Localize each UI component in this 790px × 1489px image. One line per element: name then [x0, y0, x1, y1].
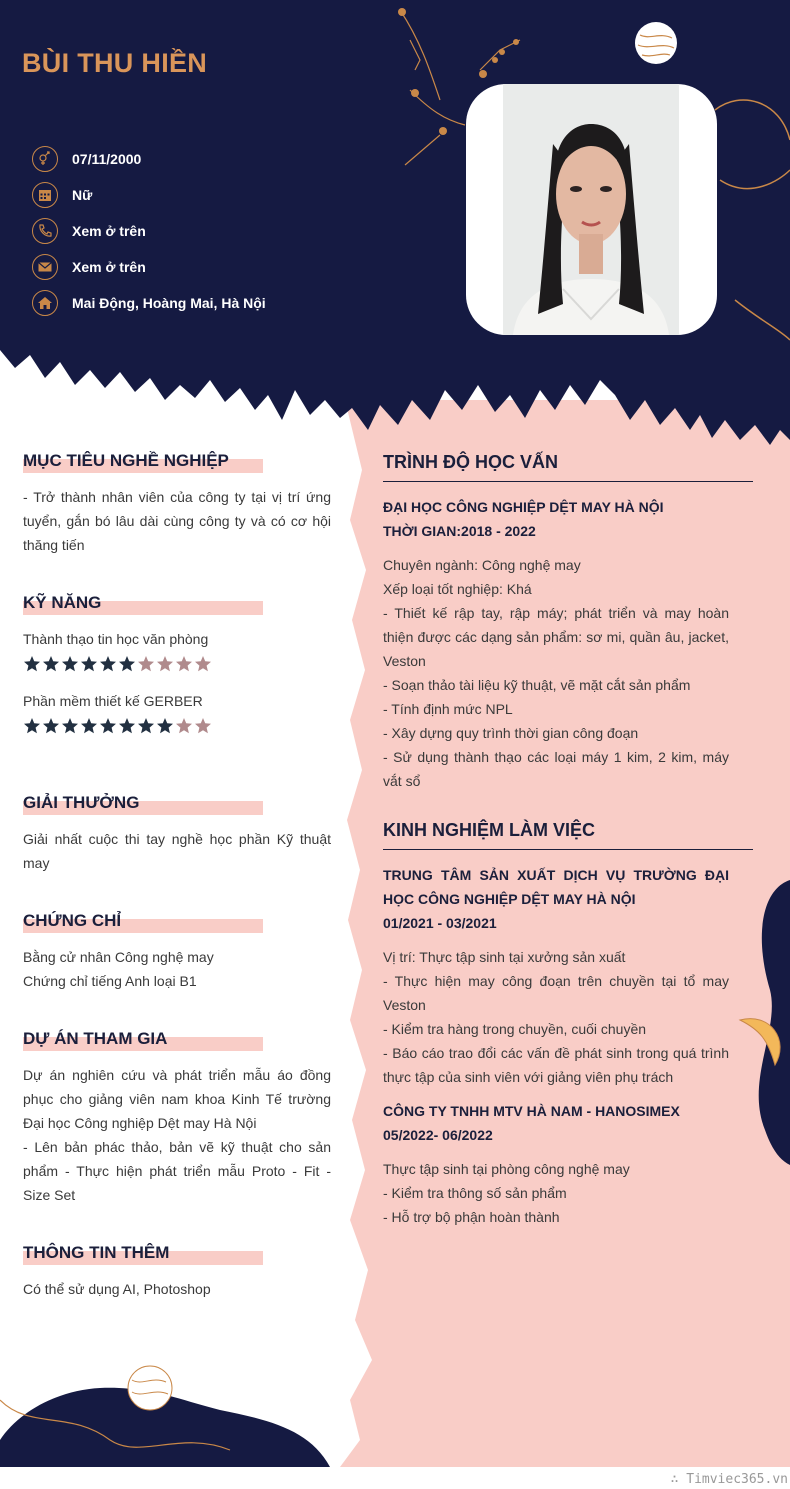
mail-icon — [32, 254, 58, 280]
education-time: THỜI GIAN:2018 - 2022 — [383, 523, 536, 539]
cert-item: Chứng chỉ tiếng Anh loại B1 — [23, 973, 197, 989]
star-filled-icon — [42, 655, 60, 673]
info-phone — [32, 213, 266, 249]
star-filled-icon — [23, 717, 41, 735]
job-time: 05/2022- 06/2022 — [383, 1127, 493, 1143]
education-line: - Xây dựng quy trình thời gian công đoạn — [383, 725, 639, 741]
star-filled-icon — [99, 655, 117, 673]
home-icon — [32, 290, 58, 316]
skill-rating — [23, 655, 331, 673]
profile-photo — [466, 84, 717, 335]
star-filled-icon — [80, 717, 98, 735]
star-empty-icon — [137, 655, 155, 673]
star-filled-icon — [42, 717, 60, 735]
job-line: Thực tập sinh tại phòng công nghệ may — [383, 1161, 630, 1177]
project-desc: Dự án nghiên cứu và phát triển mẫu áo đồng phục cho giảng viên nam khoa Kinh Tế trường Đại học Công nghiệp Dệt may Hà Nội — [23, 1067, 331, 1131]
education-line: - Tính định mức NPL — [383, 701, 513, 717]
star-filled-icon — [61, 717, 79, 735]
info-birthdate — [32, 141, 266, 177]
certs-list — [23, 945, 331, 993]
star-filled-icon — [118, 655, 136, 673]
awards-title: GIẢI THƯỞNG — [23, 793, 140, 812]
extra-text: Có thể sử dụng AI, Photoshop — [23, 1281, 211, 1297]
star-empty-icon — [175, 655, 193, 673]
info-text: 07/11/2000 — [72, 151, 142, 167]
star-filled-icon — [156, 717, 174, 735]
candidate-name: BÙI THU HIỀN — [22, 48, 208, 78]
objective-title: MỤC TIÊU NGHỀ NGHIỆP — [23, 451, 229, 470]
experience-content — [383, 863, 729, 1229]
skills-title: KỸ NĂNG — [23, 593, 102, 612]
info-email — [32, 249, 266, 285]
star-empty-icon — [194, 655, 212, 673]
projects-title: DỰ ÁN THAM GIA — [23, 1029, 168, 1048]
star-empty-icon — [156, 655, 174, 673]
awards-text: Giải nhất cuộc thi tay nghề học phần Kỹ thuật may — [23, 831, 331, 871]
job-line: - Thực hiện may công đoạn trên chuyền tại tổ may Veston — [383, 973, 729, 1013]
info-text: Mai Động, Hoàng Mai, Hà Nội — [72, 295, 266, 311]
job-line: - Hỗ trợ bộ phận hoàn thành — [383, 1209, 560, 1225]
photo-image — [503, 84, 679, 335]
certs-title: CHỨNG CHỈ — [23, 911, 122, 930]
education-title: TRÌNH ĐỘ HỌC VẤN — [383, 452, 753, 482]
skill-rating — [23, 717, 331, 735]
star-filled-icon — [99, 717, 117, 735]
star-empty-icon — [194, 717, 212, 735]
star-filled-icon — [118, 717, 136, 735]
education-line: Xếp loại tốt nghiệp: Khá — [383, 581, 532, 597]
personal-info — [32, 141, 266, 321]
extra-title: THÔNG TIN THÊM — [23, 1243, 170, 1262]
skill-name: Phần mềm thiết kế GERBER — [23, 693, 203, 709]
info-text: Xem ở trên — [72, 259, 146, 275]
info-gender — [32, 177, 266, 213]
education-content — [383, 495, 729, 793]
objective-text: - Trở thành nhân viên của công ty tại vị trí ứng tuyển, gắn bó lâu dài cùng công ty và có cơ hội thăng tiến — [23, 489, 331, 553]
job-line: - Báo cáo trao đổi các vấn đề phát sinh trong quá trình thực tập của sinh viên với giảng viên phụ trách — [383, 1045, 729, 1085]
cert-item: Bằng cử nhân Công nghệ may — [23, 949, 214, 965]
star-filled-icon — [80, 655, 98, 673]
job-time: 01/2021 - 03/2021 — [383, 915, 497, 931]
info-text: Nữ — [72, 187, 93, 203]
star-filled-icon — [23, 655, 41, 673]
skills-list — [23, 627, 331, 735]
job-line: Vị trí: Thực tập sinh tại xưởng sản xuất — [383, 949, 626, 965]
star-empty-icon — [175, 717, 193, 735]
job-line: - Kiểm tra thông số sản phẩm — [383, 1185, 567, 1201]
education-line: - Sử dụng thành thạo các loại máy 1 kim, 2 kim, máy vắt sổ — [383, 749, 729, 789]
star-filled-icon — [61, 655, 79, 673]
education-line: - Thiết kế rập tay, rập máy; phát triển và may hoàn thiện được các dạng sản phẩm: sơ mi, quần âu, jacket, Veston — [383, 605, 729, 669]
education-line: Chuyên ngành: Công nghệ may — [383, 557, 581, 573]
info-address — [32, 285, 266, 321]
job-company: CÔNG TY TNHH MTV HÀ NAM - HANOSIMEX — [383, 1103, 680, 1119]
gender-icon — [32, 146, 58, 172]
project-tasks: - Lên bản phác thảo, bản vẽ kỹ thuật cho sản phẩm - Thực hiện phát triển mẫu Proto - Fit - Size Set — [23, 1139, 331, 1203]
job-line: - Kiểm tra hàng trong chuyền, cuối chuyền — [383, 1021, 647, 1037]
phone-icon — [32, 218, 58, 244]
job-company: TRUNG TÂM SẢN XUẤT DỊCH VỤ TRƯỜNG ĐẠI HỌC CÔNG NGHIỆP DỆT MAY HÀ NỘI — [383, 867, 729, 907]
star-filled-icon — [137, 717, 155, 735]
info-text: Xem ở trên — [72, 223, 146, 239]
education-line: - Soạn thảo tài liệu kỹ thuật, vẽ mặt cắt sản phẩm — [383, 677, 691, 693]
experience-title: KINH NGHIỆM LÀM VIỆC — [383, 820, 753, 850]
school-name: ĐẠI HỌC CÔNG NGHIỆP DỆT MAY HÀ NỘI — [383, 499, 664, 515]
calendar-icon — [32, 182, 58, 208]
skill-name: Thành thạo tin học văn phòng — [23, 631, 209, 647]
projects-content — [23, 1063, 331, 1207]
watermark: ∴ Timviec365.vn — [670, 1472, 788, 1487]
